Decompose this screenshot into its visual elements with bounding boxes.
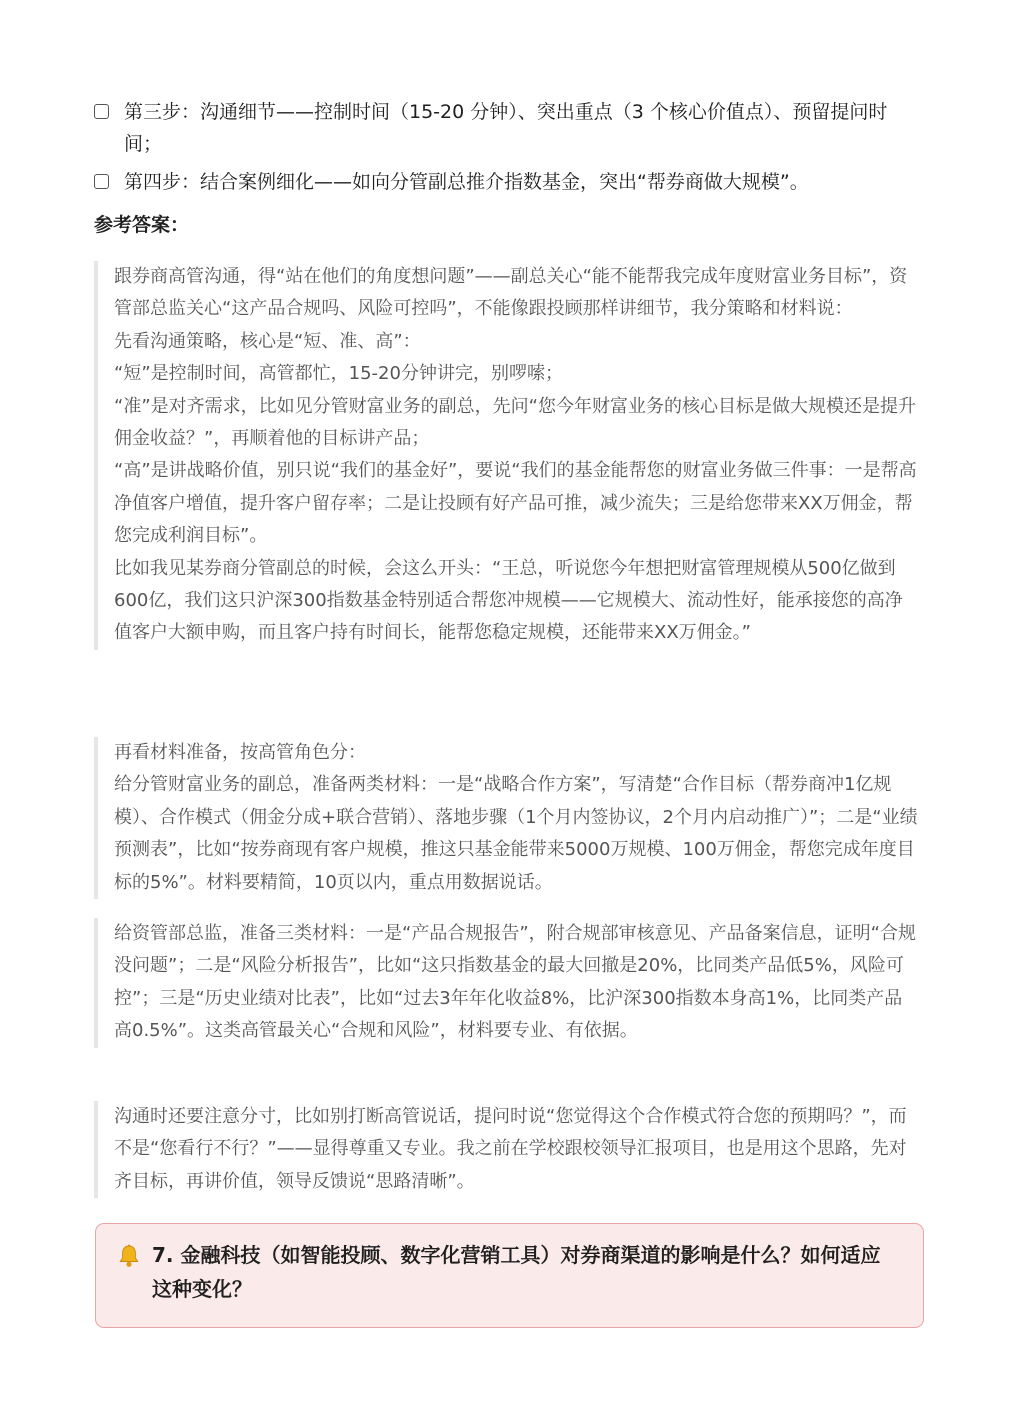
question-callout bbox=[95, 1223, 924, 1328]
paragraph: 再看材料准备，按高管角色分： bbox=[114, 742, 366, 763]
answer-blockquote bbox=[94, 261, 924, 650]
answer-blockquote bbox=[94, 1101, 924, 1198]
paragraph: 沟通时还要注意分寸，比如别打断高管说话，提问时说“您觉得这个合作模式符合您的预期吗？”，而不是“您看行不行？”——显得尊重又专业。我之前在学校跟校领导汇报项目，也是用这个思路，先对齐目标，再讲价值，领导反馈说“思路清晰”。 bbox=[114, 1106, 907, 1192]
step-text: 第三步：沟通细节——控制时间（15-20 分钟）、突出重点（3 个核心价值点）、预留提问时间； bbox=[124, 101, 888, 155]
paragraph: 比如我见某券商分管副总的时候，会这么开头：“王总，听说您今年想把财富管理规模从500亿做到600亿，我们这只沪深300指数基金特别适合帮您冲规模——它规模大、流动性好，能承接您的高净值客户大额申购，而且客户持有时间长，能帮您稳定规模，还能带来XX万佣金。” bbox=[114, 557, 903, 644]
reference-answer-heading: 参考答案： bbox=[94, 214, 190, 236]
step-item-3 bbox=[94, 96, 924, 160]
answer-blockquote bbox=[94, 918, 924, 1048]
paragraph: 先看沟通策略，核心是“短、准、高”： bbox=[114, 330, 421, 352]
paragraph: “短”是控制时间，高管都忙，15-20分钟讲完，别啰嗦； bbox=[114, 363, 563, 385]
paragraph: 跟券商高管沟通，得“站在他们的角度想问题”——副总关心“能不能帮我完成年度财富业务目标”，资管部总监关心“这产品合规吗、风险可控吗”，不能像跟投顾那样讲细节，我分策略和材料说： bbox=[114, 266, 908, 320]
step-text: 第四步：结合案例细化——如向分管副总推介指数基金，突出“帮券商做大规模”。 bbox=[124, 171, 809, 193]
paragraph: 给分管财富业务的副总，准备两类材料：一是“战略合作方案”，写清楚“合作目标（帮券商冲1亿规模）、合作模式（佣金分成+联合营销）、落地步骤（1个月内签协议，2个月内启动推广）”；二是“业绩预测表”，比如“按券商现有客户规模，推这只基金能带来5000万规模、100万佣金，帮您完成年度目标的5%”。材料要精简，10页以内，重点用数据说话。 bbox=[114, 774, 918, 893]
checkbox[interactable] bbox=[94, 104, 109, 119]
paragraph: “高”是讲战略价值，别只说“我们的基金好”，要说“我们的基金能帮您的财富业务做三件事：一是帮高净值客户增值，提升客户留存率；二是让投顾有好产品可推，减少流失；三是给您带来XX万佣金，帮您完成利润目标”。 bbox=[114, 460, 917, 547]
bell-icon bbox=[118, 1244, 140, 1268]
step-item-4 bbox=[94, 166, 924, 198]
answer-blockquote bbox=[94, 737, 924, 899]
paragraph: 给资管部总监，准备三类材料：一是“产品合规报告”，附合规部审核意见、产品备案信息，证明“合规没问题”；二是“风险分析报告”，比如“这只指数基金的最大回撤是20%，比同类产品低5%，风险可控”；三是“历史业绩对比表”，比如“过去3年年化收益8%，比沪深300指数本身高1%，比同类产品高0.5%”。这类高管最关心“合规和风险”，材料要专业、有依据。 bbox=[114, 923, 916, 1042]
checkbox[interactable] bbox=[94, 174, 109, 189]
step-checklist bbox=[94, 96, 924, 204]
question-text: 7. 金融科技（如智能投顾、数字化营销工具）对券商渠道的影响是什么？如何适应这种变化？ bbox=[152, 1243, 881, 1301]
paragraph: “准”是对齐需求，比如见分管财富业务的副总，先问“您今年财富业务的核心目标是做大规模还是提升佣金收益？”，再顺着他的目标讲产品； bbox=[114, 395, 916, 450]
